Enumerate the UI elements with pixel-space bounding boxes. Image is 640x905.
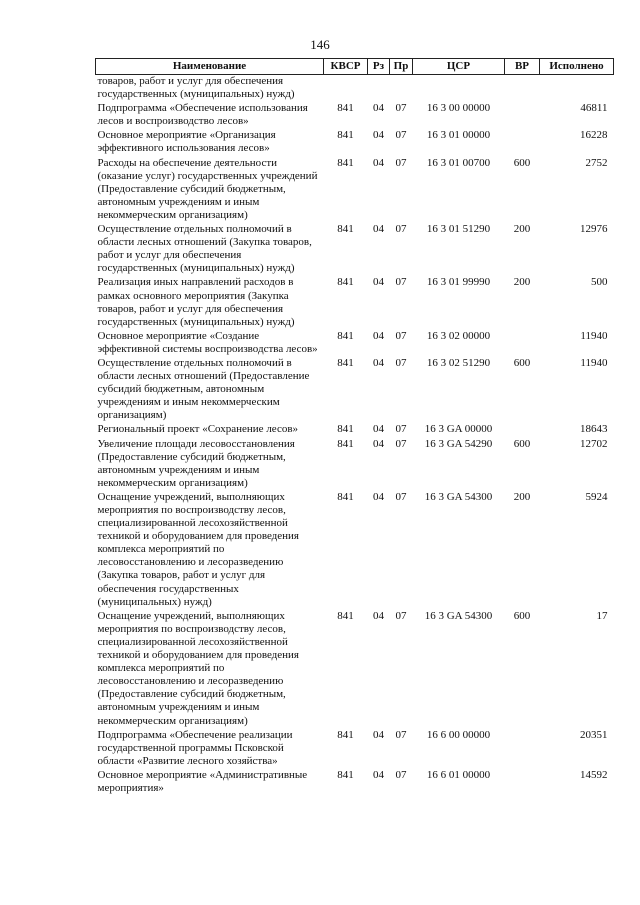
cell-name: Основное мероприятие «Административные мероприятия» xyxy=(97,768,308,794)
table-header-row xyxy=(96,59,614,75)
cell-csr: 16 3 01 51290 xyxy=(426,223,491,236)
cell-executed: 5924 xyxy=(585,490,608,503)
cell-rz: 04 xyxy=(373,329,384,342)
cell-vr: 600 xyxy=(513,609,531,622)
cell-name: Основное мероприятие «Создание эффективной системы воспроизводства лесов» xyxy=(97,329,318,355)
cell-kvsr: 841 xyxy=(337,129,354,142)
cell-vr xyxy=(505,422,540,436)
table-row xyxy=(96,437,614,490)
column-header-csr: ЦСР xyxy=(413,59,505,75)
table-row xyxy=(96,156,614,222)
cell-name: Региональный проект «Сохранение лесов» xyxy=(97,423,299,436)
column-header-name: Наименование xyxy=(96,59,324,75)
cell-csr: 16 3 02 51290 xyxy=(426,356,491,369)
cell-csr: 16 3 01 00000 xyxy=(426,129,491,142)
column-header-rz: Рз xyxy=(368,59,390,75)
cell-rz xyxy=(368,75,390,102)
cell-csr: 16 6 01 00000 xyxy=(426,768,491,781)
cell-kvsr: 841 xyxy=(337,768,354,781)
cell-pr: 07 xyxy=(395,423,407,436)
cell-vr xyxy=(505,75,540,102)
cell-kvsr: 841 xyxy=(337,356,354,369)
cell-name: Реализация иных направлений расходов в рамках основного мероприятия (Закупка товаров, работ и услуг для обеспечения государственных (муниципальных) нужд) xyxy=(97,276,295,328)
cell-csr: 16 3 GA 54300 xyxy=(424,609,493,622)
cell-pr: 07 xyxy=(395,223,407,236)
cell-kvsr: 841 xyxy=(337,490,354,503)
table-row xyxy=(96,101,614,128)
cell-csr: 16 3 GA 00000 xyxy=(424,423,493,436)
cell-vr xyxy=(505,329,540,356)
cell-vr xyxy=(505,768,540,795)
column-header-pr: Пр xyxy=(390,59,413,75)
cell-vr: 200 xyxy=(513,223,531,236)
cell-name: Увеличение площади лесовосстановления (Предоставление субсидий бюджетным, автономным учреждениям и иным некоммерческим организациям) xyxy=(97,437,295,489)
cell-pr: 07 xyxy=(395,356,407,369)
budget-table xyxy=(95,58,614,795)
cell-rz: 04 xyxy=(373,728,384,741)
cell-csr: 16 3 01 99990 xyxy=(426,276,491,289)
column-header-vr: ВР xyxy=(505,59,540,75)
cell-rz: 04 xyxy=(373,356,384,369)
table-row xyxy=(96,728,614,768)
cell-pr: 07 xyxy=(395,156,407,169)
table-row xyxy=(96,490,614,609)
page-number: 146 xyxy=(310,37,330,52)
cell-kvsr: 841 xyxy=(337,102,354,115)
cell-name: Осуществление отдельных полномочий в области лесных отношений (Предоставление субсидий бюджетным, автономным учреждениям и иным некоммерческим организациям) xyxy=(97,356,310,422)
cell-vr xyxy=(505,728,540,768)
cell-vr: 200 xyxy=(513,490,531,503)
cell-rz: 04 xyxy=(373,609,384,622)
cell-kvsr: 841 xyxy=(337,609,354,622)
cell-pr: 07 xyxy=(395,102,407,115)
cell-executed: 2752 xyxy=(585,156,608,169)
cell-csr: 16 3 GA 54290 xyxy=(424,437,493,450)
cell-pr: 07 xyxy=(395,490,407,503)
cell-vr: 200 xyxy=(513,276,531,289)
cell-kvsr: 841 xyxy=(337,223,354,236)
cell-name: товаров, работ и услуг для обеспечения государственных (муниципальных) нужд) xyxy=(97,75,295,101)
cell-rz: 04 xyxy=(373,768,384,781)
cell-vr: 600 xyxy=(513,437,531,450)
cell-rz: 04 xyxy=(373,223,384,236)
cell-kvsr: 841 xyxy=(337,728,354,741)
cell-executed: 11940 xyxy=(580,356,608,369)
cell-rz: 04 xyxy=(373,437,384,450)
cell-name: Основное мероприятие «Организация эффективного использования лесов» xyxy=(97,129,276,155)
cell-name: Оснащение учреждений, выполняющих мероприятия по воспроизводству лесов, специализированной лесохозяйственной техникой и оборудованием для проведения комплекса мероприятий по лесовосстановлению и лесоразведению (Предоставление субсидий бюджетным, автономным учреждениям и иным некоммерческим организациям) xyxy=(97,609,299,727)
cell-csr: 16 6 00 00000 xyxy=(426,728,491,741)
cell-csr xyxy=(413,75,505,102)
cell-rz: 04 xyxy=(373,129,384,142)
table-row xyxy=(96,609,614,728)
table-row xyxy=(96,422,614,436)
table-row xyxy=(96,768,614,795)
cell-kvsr: 841 xyxy=(337,423,354,436)
cell-rz: 04 xyxy=(373,276,384,289)
cell-name: Осуществление отдельных полномочий в области лесных отношений (Закупка товаров, работ и услуг для обеспечения государственных (муниципальных) нужд) xyxy=(97,223,312,275)
cell-pr: 07 xyxy=(395,437,407,450)
cell-executed: 500 xyxy=(591,276,608,289)
cell-name: Подпрограмма «Обеспечение использования лесов и воспроизводство лесов» xyxy=(97,102,308,128)
table-row xyxy=(96,329,614,356)
table-row xyxy=(96,75,614,102)
cell-vr xyxy=(505,101,540,128)
table-row xyxy=(96,128,614,155)
cell-executed xyxy=(540,75,614,102)
cell-csr: 16 3 01 00700 xyxy=(426,156,491,169)
column-header-kvsr: КВСР xyxy=(324,59,368,75)
cell-rz: 04 xyxy=(373,423,384,436)
cell-vr: 600 xyxy=(513,156,531,169)
cell-executed: 12976 xyxy=(580,223,608,236)
cell-pr: 07 xyxy=(395,276,407,289)
cell-csr: 16 3 00 00000 xyxy=(426,102,491,115)
cell-executed: 46811 xyxy=(580,102,608,115)
cell-rz: 04 xyxy=(373,490,384,503)
cell-kvsr: 841 xyxy=(337,437,354,450)
cell-pr: 07 xyxy=(395,129,407,142)
cell-pr: 07 xyxy=(395,609,407,622)
cell-rz: 04 xyxy=(373,156,384,169)
cell-executed: 17 xyxy=(596,609,608,622)
cell-executed: 18643 xyxy=(580,423,608,436)
cell-executed: 20351 xyxy=(580,728,608,741)
cell-pr: 07 xyxy=(395,728,407,741)
cell-name: Оснащение учреждений, выполняющих мероприятия по воспроизводству лесов, специализированной лесохозяйственной техникой и оборудованием для проведения комплекса мероприятий по лесовосстановлению и лесоразведению (Закупка товаров, работ и услуг для обеспечения государственных (муниципальных) нужд) xyxy=(97,490,299,608)
cell-vr: 600 xyxy=(513,356,531,369)
cell-kvsr xyxy=(324,75,368,102)
cell-name: Подпрограмма «Обеспечение реализации государственной программы Псковской области «Развитие лесного хозяйства» xyxy=(97,728,293,767)
cell-name: Расходы на обеспечение деятельности (оказание услуг) государственных учреждений (Предоставление субсидий бюджетным, автономным учреждениям и иным некоммерческим организациям) xyxy=(97,156,318,221)
column-header-executed: Исполнено xyxy=(540,59,614,75)
cell-pr: 07 xyxy=(395,768,407,781)
table-row xyxy=(96,356,614,422)
cell-pr: 07 xyxy=(395,329,407,342)
cell-rz: 04 xyxy=(373,102,384,115)
cell-executed: 16228 xyxy=(580,129,608,142)
cell-csr: 16 3 02 00000 xyxy=(426,329,491,342)
table-row xyxy=(96,275,614,328)
cell-vr xyxy=(505,128,540,155)
table-row xyxy=(96,222,614,275)
cell-kvsr: 841 xyxy=(337,329,354,342)
cell-kvsr: 841 xyxy=(337,276,354,289)
cell-executed: 12702 xyxy=(580,437,608,450)
cell-kvsr: 841 xyxy=(337,156,354,169)
cell-pr xyxy=(390,75,413,102)
cell-executed: 14592 xyxy=(580,768,608,781)
cell-executed: 11940 xyxy=(580,329,608,342)
cell-csr: 16 3 GA 54300 xyxy=(424,490,493,503)
